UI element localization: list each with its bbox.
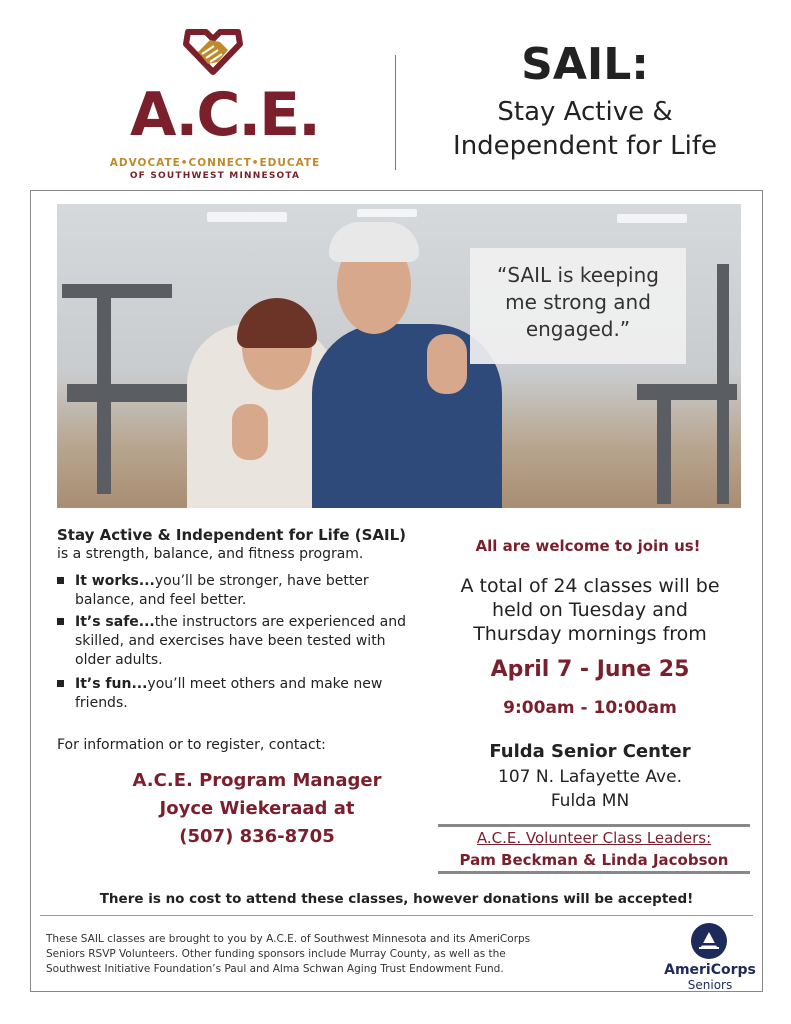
program-heading: Stay Active & Independent for Life (SAIL)	[57, 526, 406, 544]
americorps-a-icon	[690, 922, 728, 960]
quote-line: me strong and	[505, 290, 651, 314]
schedule-text: held on Tuesday and	[492, 599, 688, 621]
venue-city: Fulda MN	[550, 791, 630, 811]
funding-text: Seniors RSVP Volunteers. Other funding sponsors include Murray County, as well as the	[46, 948, 506, 960]
page-subtitle-line2: Independent for Life	[453, 131, 717, 161]
logo-region: OF SOUTHWEST MINNESOTA	[129, 171, 301, 181]
bullet-square-icon	[57, 618, 64, 625]
venue-name: Fulda Senior Center	[489, 741, 691, 762]
footer-divider	[40, 915, 753, 916]
contact-phone[interactable]: (507) 836-8705	[179, 826, 335, 847]
funding-text: These SAIL classes are brought to you by A.C.E. of Southwest Minnesota and its AmeriCorps	[46, 933, 531, 945]
contact-label: For information or to register, contact:	[57, 737, 326, 753]
contact-title: A.C.E. Program Manager	[132, 770, 382, 791]
list-item	[57, 613, 422, 670]
schedule-text: A total of 24 classes will be	[460, 575, 720, 597]
leaders-names: Pam Beckman & Linda Jacobson	[459, 851, 729, 869]
bullet-lead: It’s safe...	[75, 614, 155, 630]
bullet-lead: It works...	[75, 573, 155, 589]
sponsor-logo-name: AmeriCorps	[664, 962, 756, 978]
bullet-square-icon	[57, 577, 64, 584]
logo-tagline: ADVOCATE•CONNECT•EDUCATE	[109, 157, 321, 169]
funding-text: Southwest Initiative Foundation’s Paul and Alma Schwan Aging Trust Endowment Fund.	[46, 963, 504, 975]
page-subtitle-line1: Stay Active &	[497, 97, 673, 127]
venue-address: 107 N. Lafayette Ave.	[498, 767, 682, 787]
bullet-text: the instructors are experienced and skilled, and exercises have been tested with older adults.	[75, 614, 406, 668]
page-title: SAIL:	[521, 39, 649, 90]
bullet-text: you’ll meet others and make new friends.	[75, 676, 383, 711]
list-item	[57, 572, 422, 610]
testimonial-quote	[470, 262, 686, 343]
bullet-text: you’ll be stronger, have better balance, and feel better.	[75, 573, 369, 608]
class-times: 9:00am - 10:00am	[503, 698, 677, 718]
quote-line: “SAIL is keeping	[497, 263, 659, 287]
list-item	[57, 675, 422, 713]
class-dates: April 7 - June 25	[490, 657, 690, 682]
bullet-lead: It’s fun...	[75, 676, 148, 692]
leaders-title: A.C.E. Volunteer Class Leaders:	[476, 829, 712, 847]
header-divider	[395, 55, 396, 170]
program-intro: is a strength, balance, and fitness program.	[57, 546, 364, 562]
contact-name: Joyce Wiekeraad at	[159, 798, 355, 819]
welcome-text: All are welcome to join us!	[475, 537, 701, 555]
handshake-heart-icon	[180, 22, 246, 78]
logo-wordmark: A.C.E.	[130, 80, 319, 150]
bullet-square-icon	[57, 680, 64, 687]
sponsor-logo-sub: Seniors	[687, 978, 733, 992]
schedule-text: Thursday mornings from	[473, 623, 707, 645]
quote-line: engaged.”	[525, 317, 631, 341]
cost-notice: There is no cost to attend these classes, however donations will be accepted!	[99, 891, 694, 907]
